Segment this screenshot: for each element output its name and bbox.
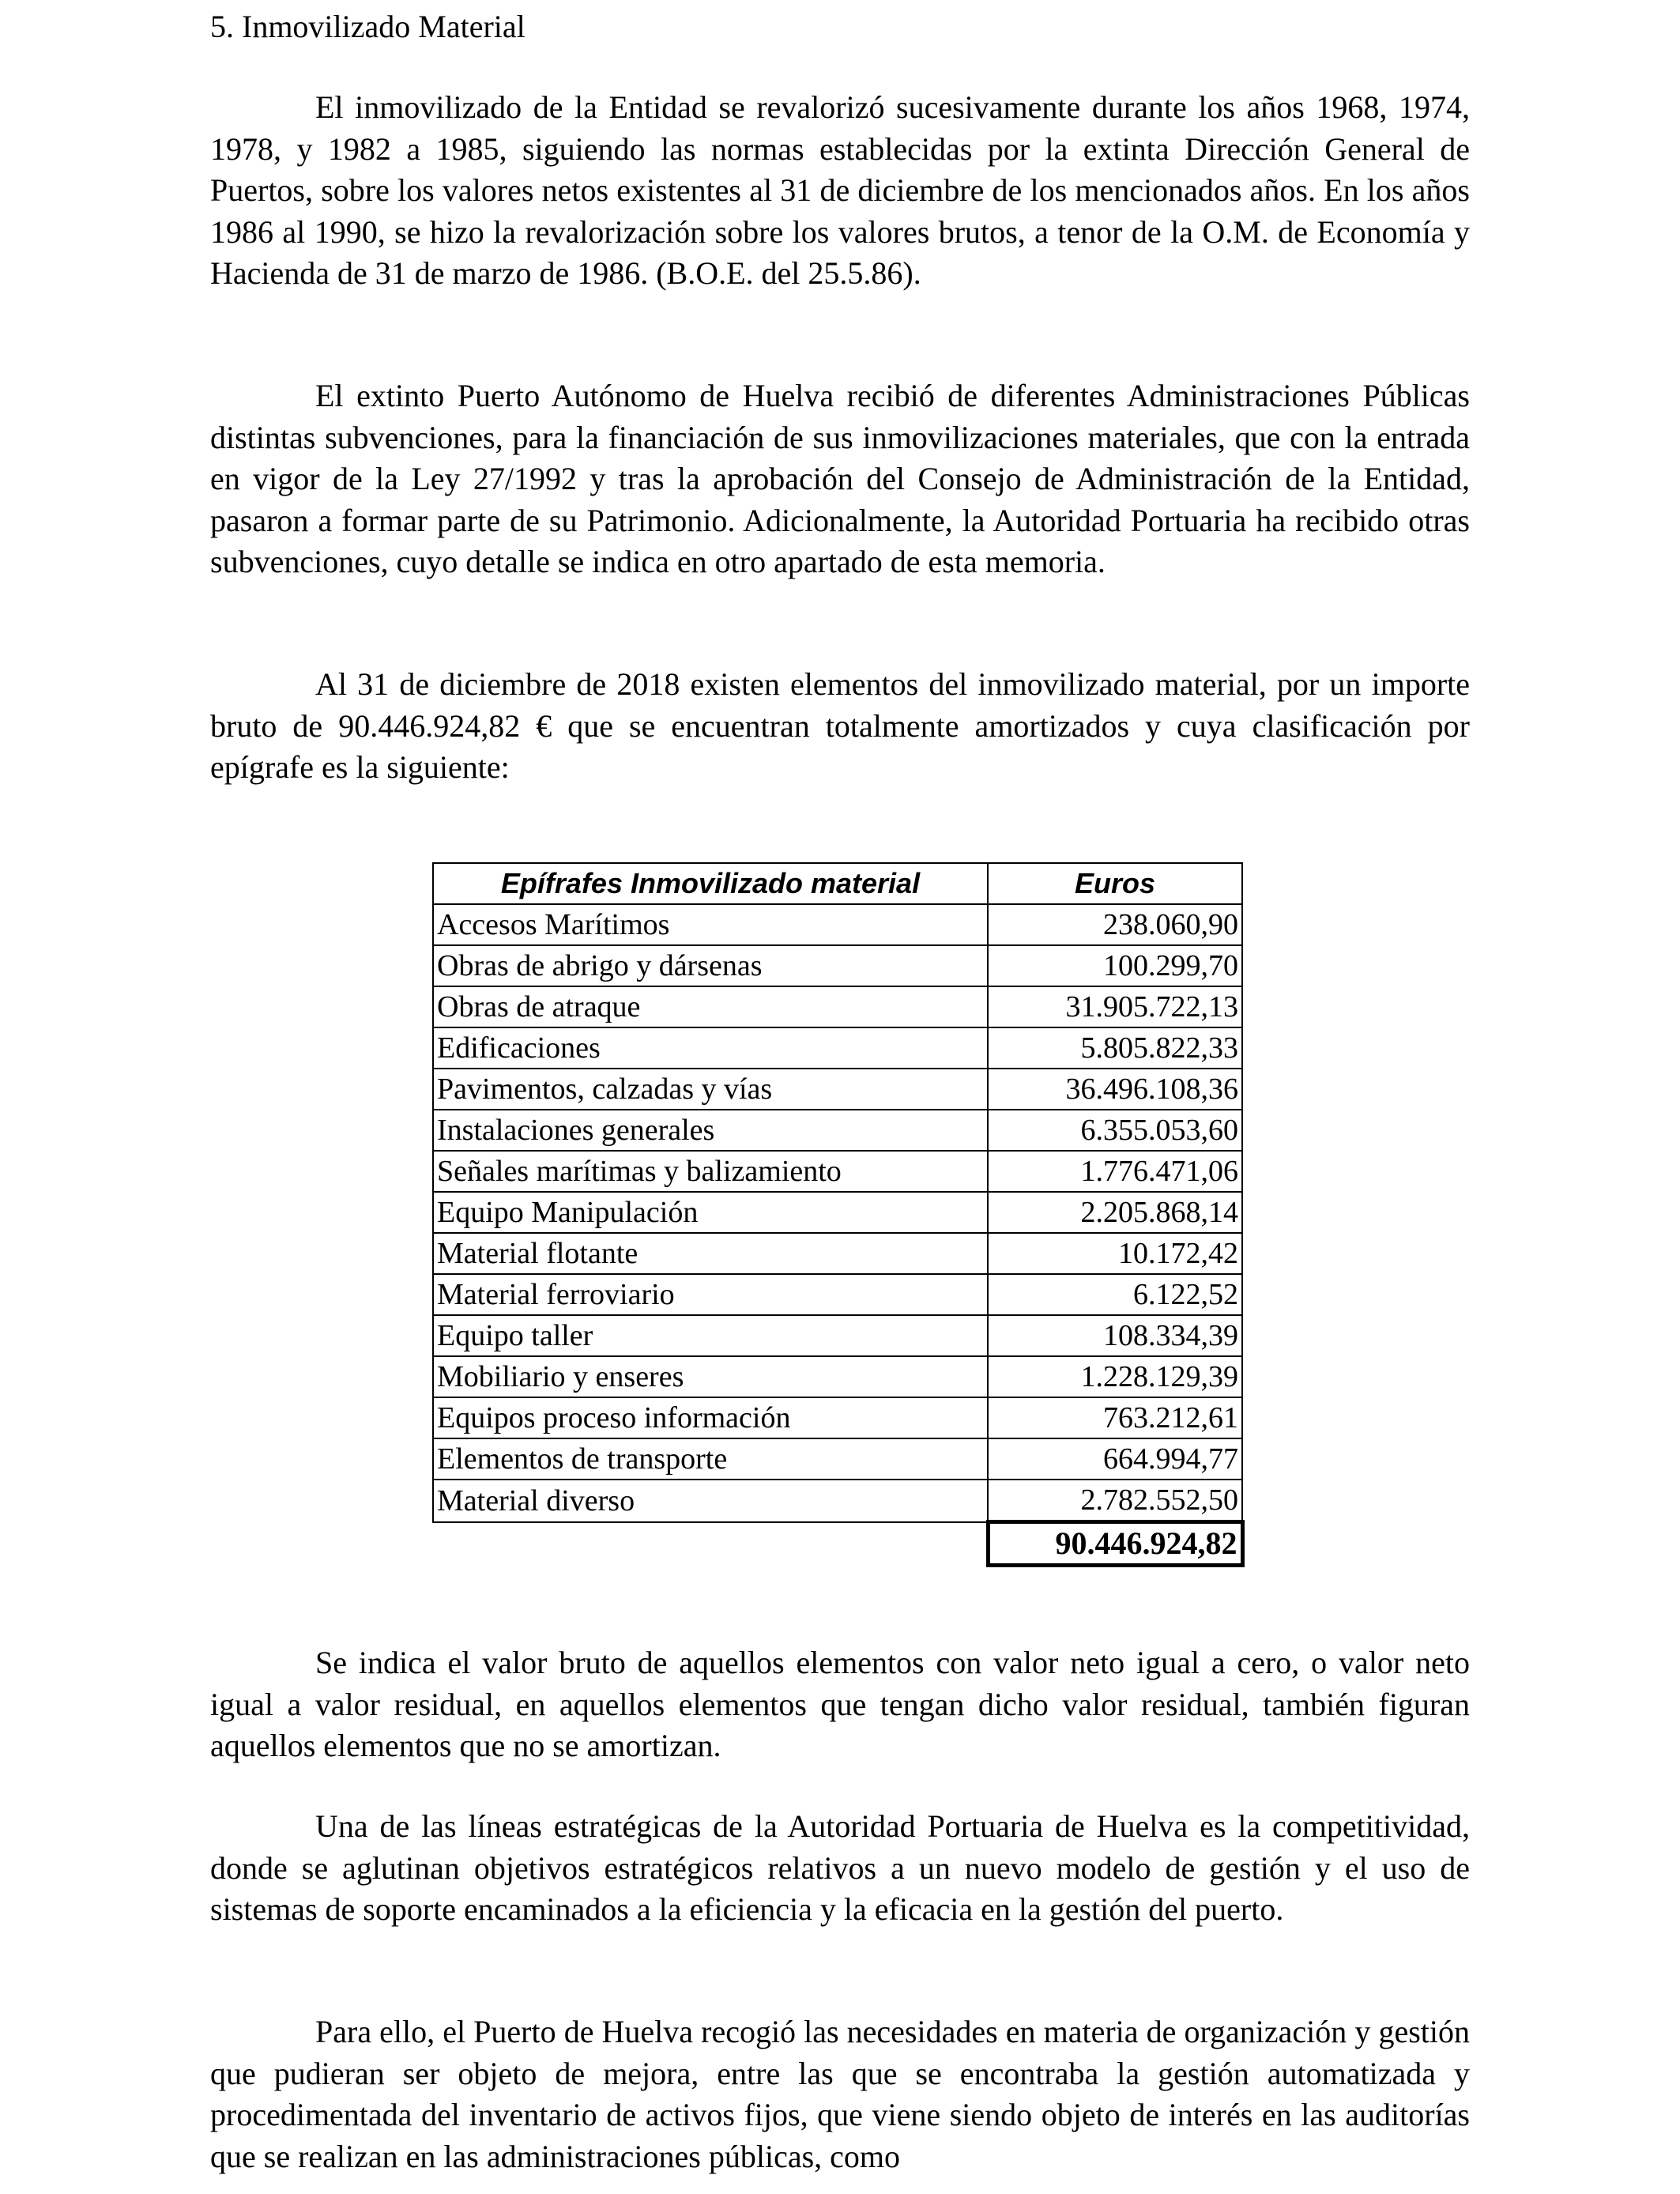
row-amount: 100.299,70 <box>988 945 1242 986</box>
row-concept: Elementos de transporte <box>433 1438 988 1480</box>
row-amount: 10.172,42 <box>988 1233 1242 1274</box>
row-concept: Obras de abrigo y dársenas <box>433 945 988 986</box>
row-amount: 6.122,52 <box>988 1274 1242 1315</box>
row-concept: Instalaciones generales <box>433 1110 988 1151</box>
row-concept: Edificaciones <box>433 1027 988 1069</box>
table-header-row <box>433 863 1242 904</box>
table-row <box>433 1151 1242 1192</box>
row-amount: 238.060,90 <box>988 904 1242 945</box>
table-row <box>433 1480 1242 1522</box>
paragraph-gross-value-note: Se indica el valor bruto de aquellos elementos con valor neto igual a cero, o valor neto igual a valor residual, en aquellos elementos que tengan dicho valor residual, también figuran aquellos elementos que no se amortizan. <box>210 1645 1470 1763</box>
row-amount: 1.776.471,06 <box>988 1151 1242 1192</box>
table-row <box>433 1397 1242 1438</box>
row-amount: 31.905.722,13 <box>988 986 1242 1027</box>
row-concept: Accesos Marítimos <box>433 904 988 945</box>
row-amount: 1.228.129,39 <box>988 1356 1242 1397</box>
row-amount: 36.496.108,36 <box>988 1069 1242 1110</box>
row-amount: 2.205.868,14 <box>988 1192 1242 1233</box>
table-row <box>433 1233 1242 1274</box>
row-concept: Obras de atraque <box>433 986 988 1027</box>
column-header-euros: Euros <box>988 863 1242 904</box>
fixed-assets-table <box>432 862 1245 1567</box>
row-amount: 664.994,77 <box>988 1438 1242 1480</box>
column-header-concept: Epífrafes Inmovilizado material <box>433 863 988 904</box>
row-concept: Señales marítimas y balizamiento <box>433 1151 988 1192</box>
row-concept: Equipo Manipulación <box>433 1192 988 1233</box>
table-row <box>433 986 1242 1027</box>
row-amount: 763.212,61 <box>988 1397 1242 1438</box>
table-row <box>433 1356 1242 1397</box>
total-amount: 90.446.924,82 <box>988 1522 1242 1566</box>
table-row <box>433 1192 1242 1233</box>
row-concept: Equipos proceso información <box>433 1397 988 1438</box>
row-amount: 6.355.053,60 <box>988 1110 1242 1151</box>
table-row <box>433 1274 1242 1315</box>
section-heading: 5. Inmovilizado Material <box>210 9 525 44</box>
table-total-row <box>433 1522 1242 1566</box>
row-concept: Equipo taller <box>433 1315 988 1356</box>
paragraph-strategic-lines: Una de las líneas estratégicas de la Autoridad Portuaria de Huelva es la competitividad, donde se aglutinan objetivos estratégicos relativos a un nuevo modelo de gestión y el uso de sistemas de soporte encaminados a la eficiencia y la eficacia en la gestión del puerto. <box>210 1808 1470 1927</box>
row-concept: Pavimentos, calzadas y vías <box>433 1069 988 1110</box>
row-concept: Material flotante <box>433 1233 988 1274</box>
paragraph-subsidies: El extinto Puerto Autónomo de Huelva recibió de diferentes Administraciones Públicas distintas subvenciones, para la financiación de sus inmovilizaciones materiales, que con la entrada en vigor de la Ley 27/1992 y tras la aprobación del Consejo de Administración de la Entidad, pasaron a formar parte de su Patrimonio. Adicionalmente, la Autoridad Portuaria ha recibido otras subvenciones, cuyo detalle se indica en otro apartado de esta memoria. <box>210 378 1470 579</box>
table-row <box>433 1069 1242 1110</box>
table-row <box>433 1110 1242 1151</box>
table-row <box>433 1315 1242 1356</box>
table-row <box>433 945 1242 986</box>
row-amount: 2.782.552,50 <box>988 1480 1242 1522</box>
paragraph-fully-amortized: Al 31 de diciembre de 2018 existen elementos del inmovilizado material, por un importe bruto de 90.446.924,82 € que se encuentran totalmente amortizados y cuya clasificación por epígrafe es la siguiente: <box>210 666 1470 785</box>
table-row <box>433 1027 1242 1069</box>
paragraph-revalorization: El inmovilizado de la Entidad se revalorizó sucesivamente durante los años 1968, 1974, 1978, y 1982 a 1985, siguiendo las normas establecidas por la extinta Dirección General de Puertos, sobre los valores netos existentes al 31 de diciembre de los mencionados años. En los años 1986 al 1990, se hizo la revalorización sobre los valores brutos, a tenor de la O.M. de Economía y Hacienda de 31 de marzo de 1986. (B.O.E. del 25.5.86). <box>210 89 1470 291</box>
table-row <box>433 904 1242 945</box>
table-row <box>433 1438 1242 1480</box>
row-concept: Material ferroviario <box>433 1274 988 1315</box>
row-concept: Mobiliario y enseres <box>433 1356 988 1397</box>
row-amount: 108.334,39 <box>988 1315 1242 1356</box>
row-amount: 5.805.822,33 <box>988 1027 1242 1069</box>
total-blank-cell <box>433 1522 988 1566</box>
paragraph-inventory-management: Para ello, el Puerto de Huelva recogió las necesidades en materia de organización y gestión que pudieran ser objeto de mejora, entre las que se encontraba la gestión automatizada y procedimentada del inventario de activos fijos, que viene siendo objeto de interés en las auditorías que se realizan en las administraciones públicas, como <box>210 2014 1470 2174</box>
table-body <box>433 904 1242 1522</box>
row-concept: Material diverso <box>433 1480 988 1522</box>
